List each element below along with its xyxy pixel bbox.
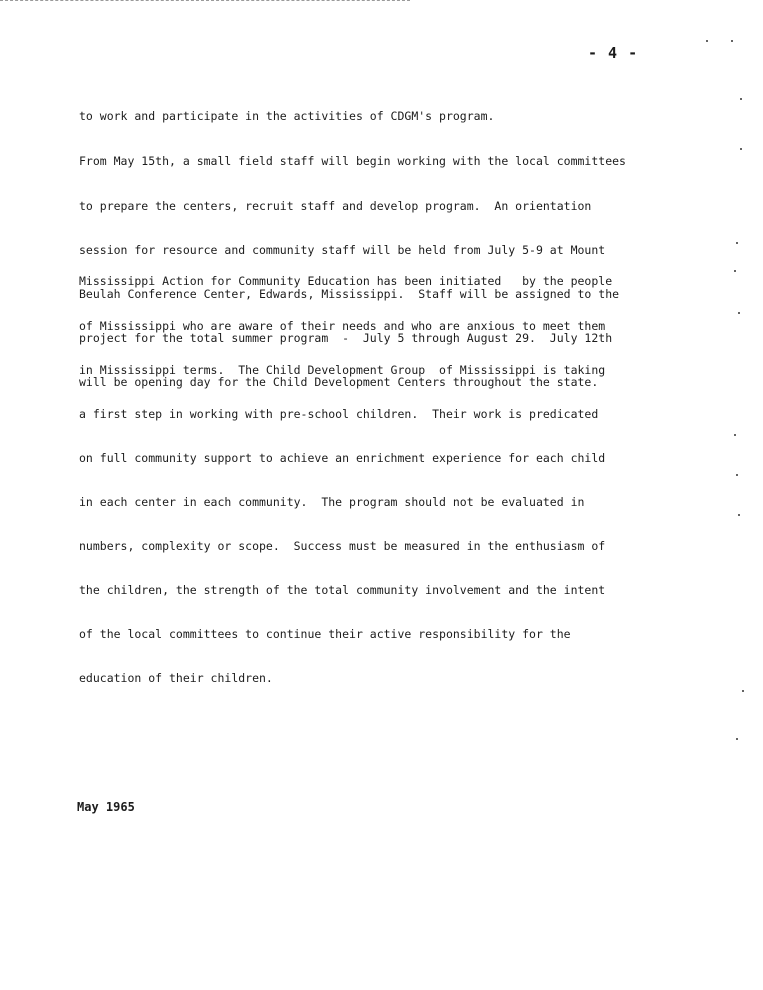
- text-line: a first step in working with pre-school children. Their work is predicated: [79, 406, 599, 421]
- text-line: of Mississippi who are aware of their needs and who are anxious to meet them: [79, 318, 606, 333]
- scan-speck: [738, 514, 740, 516]
- scan-speck: [742, 690, 744, 692]
- text-line: education of their children.: [79, 671, 273, 686]
- scan-speck: [736, 242, 738, 244]
- text-line: of the local committees to continue their active responsibility for the: [79, 627, 571, 642]
- text-line: Mississippi Action for Community Education has been initiated by the people: [79, 274, 613, 289]
- scan-speck: [734, 270, 736, 272]
- scan-speck: [734, 434, 736, 436]
- scan-speck: [731, 40, 733, 42]
- text-line: the children, the strength of the total community involvement and the intent: [79, 583, 606, 598]
- text-line: session for resource and community staff will be held from July 5-9 at Mount: [79, 242, 606, 257]
- scan-speck: [738, 312, 740, 314]
- paragraph-3: [79, 245, 612, 701]
- text-line: project for the total summer program - July 5 through August 29. July 12th: [79, 330, 613, 345]
- top-dashed-border: [0, 0, 410, 1]
- text-line: From May 15th, a small field staff will begin working with the local committees: [79, 154, 626, 169]
- page-number: - 4 -: [588, 44, 639, 62]
- document-date: May 1965: [77, 800, 135, 814]
- text-line: to prepare the centers, recruit staff and develop program. An orientation: [79, 198, 592, 213]
- scan-speck: [740, 148, 742, 150]
- text-line: Beulah Conference Center, Edwards, Mississippi. Staff will be assigned to the: [79, 286, 620, 301]
- scan-speck: [740, 98, 742, 100]
- scan-speck: [706, 40, 708, 42]
- text-line: will be opening day for the Child Development Centers throughout the state.: [79, 374, 599, 389]
- text-line: on full community support to achieve an enrichment experience for each child: [79, 450, 606, 465]
- scan-speck: [736, 738, 738, 740]
- scan-speck: [736, 474, 738, 476]
- text-line: to work and participate in the activities of CDGM's program.: [79, 109, 495, 124]
- text-line: in Mississippi terms. The Child Development Group of Mississippi is taking: [79, 362, 606, 377]
- text-line: numbers, complexity or scope. Success must be measured in the enthusiasm of: [79, 539, 606, 554]
- text-line: in each center in each community. The program should not be evaluated in: [79, 494, 585, 509]
